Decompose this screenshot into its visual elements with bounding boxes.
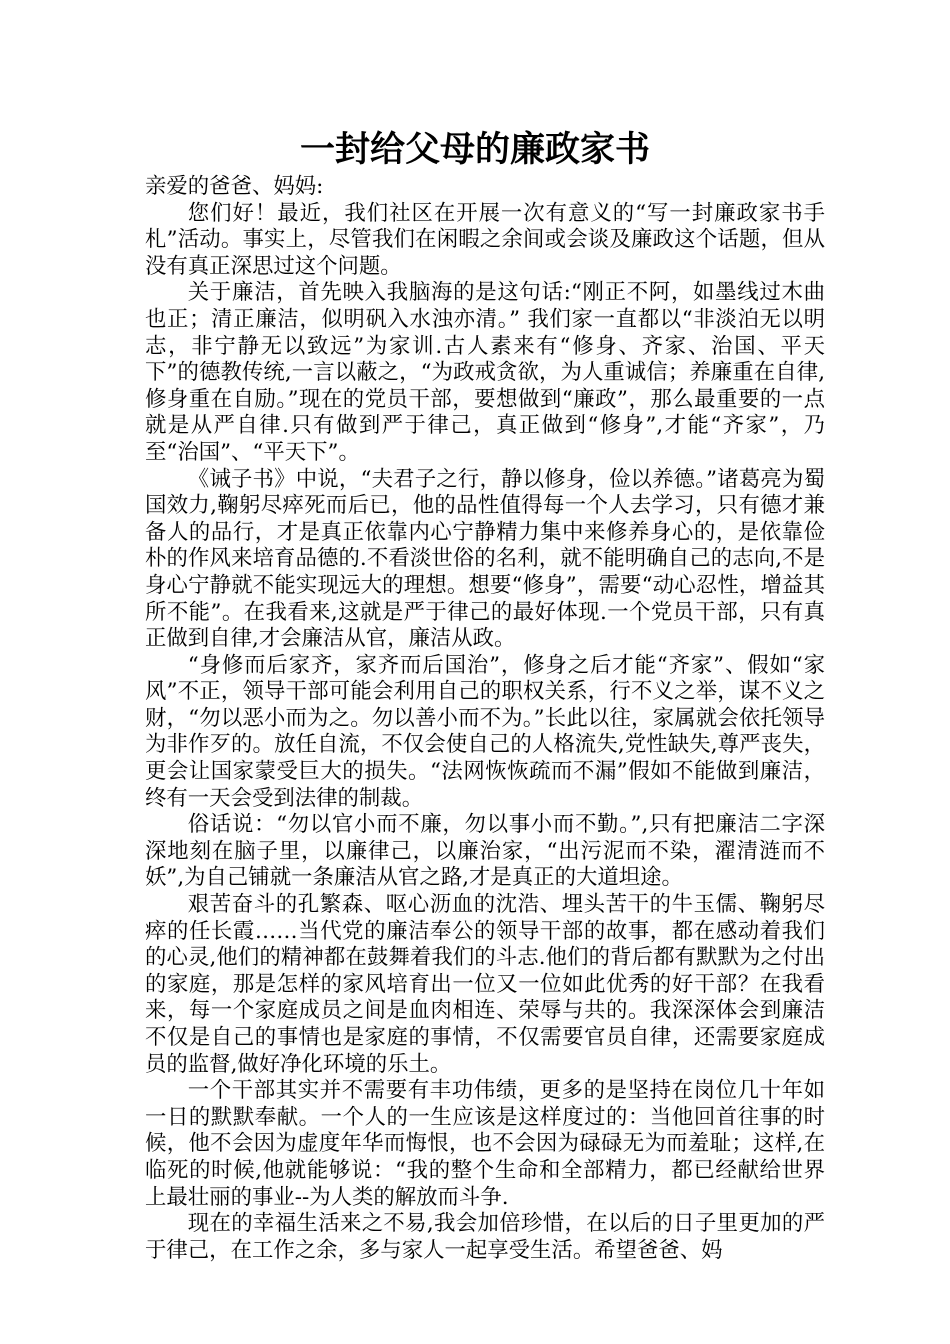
salutation: 亲爱的爸爸、妈妈: <box>145 174 324 199</box>
paragraph: “身修而后家齐，家齐而后国治”，修身之后才能“齐家”、假如“家风”不正，领导干部可能会利用自己的职权关系，行不义之举，谋不义之财，“勿以恶小而为之。勿以善小而不为。”长此以往，家属就会依托领导为非作歹的。放任自流，不仅会使自己的人格流失,党性缺失,尊严丧失，更会让国家蒙受巨大的损失。“法网恢恢疏而不漏”假如不能做到廉洁，终有一天会受到法律的制裁。 <box>145 652 825 811</box>
paragraph: 俗话说：“勿以官小而不廉，勿以事小而不勤。”,只有把廉洁二字深深地刻在脑子里，以廉律己，以廉治家，“出污泥而不染，濯清涟而不妖”,为自己铺就一条廉洁从官之路,才是真正的大道坦途。 <box>145 812 825 891</box>
document-title: 一封给父母的廉政家书 <box>299 129 650 170</box>
letter-body <box>145 174 825 1264</box>
paragraph: 一个干部其实并不需要有丰功伟绩，更多的是坚持在岗位几十年如一日的默默奉献。一个人的一生应该是这样度过的：当他回首往事的时候，他不会因为虚度年华而悔恨，也不会因为碌碌无为而羞耻；这样,在临死的时候,他就能够说：“我的整个生命和全部精力，都已经献给世界上最壮丽的事业--为人类的解放而斗争. <box>145 1078 825 1210</box>
paragraph: 关于廉洁，首先映入我脑海的是这句话:“刚正不阿，如墨线过木曲也正；清正廉洁，似明矾入水浊亦清。” 我们家一直都以“非淡泊无以明志，非宁静无以致远”为家训.古人素来有“修身、齐家、治国、平天下”的德教传统,一言以蔽之，“为政戒贪欲，为人重诚信；养廉重在自律,修身重在自励。”现在的党员干部，要想做到“廉政”，那么最重要的一点就是从严自律.只有做到严于律己，真正做到“修身”,才能“齐家”，乃至“治国”、“平天下”。 <box>145 280 825 465</box>
paragraph: 您们好！最近，我们社区在开展一次有意义的“写一封廉政家书手札”活动。事实上，尽管我们在闲暇之余间或会谈及廉政这个话题，但从没有真正深思过这个问题。 <box>145 200 825 279</box>
paragraph: 艰苦奋斗的孔繁森、呕心沥血的沈浩、埋头苦干的牛玉儒、鞠躬尽瘁的任长霞……当代党的廉洁奉公的领导干部的故事，都在感动着我们的心灵,他们的精神都在鼓舞着我们的斗志.他们的背后都有默默为之付出的家庭，那是怎样的家风培育出一位又一位如此优秀的好干部？在我看来，每一个家庭成员之间是血肉相连、荣辱与共的。我深深体会到廉洁不仅是自己的事情也是家庭的事情，不仅需要官员自律，还需要家庭成员的监督,做好净化环境的乐土。 <box>145 892 825 1077</box>
paragraph: 《诫子书》中说，“夫君子之行，静以修身，俭以养德。”诸葛亮为蜀国效力,鞠躬尽瘁死而后已，他的品性值得每一个人去学习，只有德才兼备人的品行，才是真正依靠内心宁静精力集中来修养身心的，是依靠俭朴的作风来培育品德的.不看淡世俗的名利，就不能明确自己的志向,不是身心宁静就不能实现远大的理想。想要“修身”，需要“动心忍性，增益其所不能”。在我看来,这就是严于律己的最好体现.一个党员干部，只有真正做到自律,才会廉洁从官，廉洁从政。 <box>145 466 825 652</box>
paragraph: 现在的幸福生活来之不易,我会加倍珍惜，在以后的日子里更加的严于律己，在工作之余，多与家人一起享受生活。希望爸爸、妈 <box>145 1211 825 1263</box>
